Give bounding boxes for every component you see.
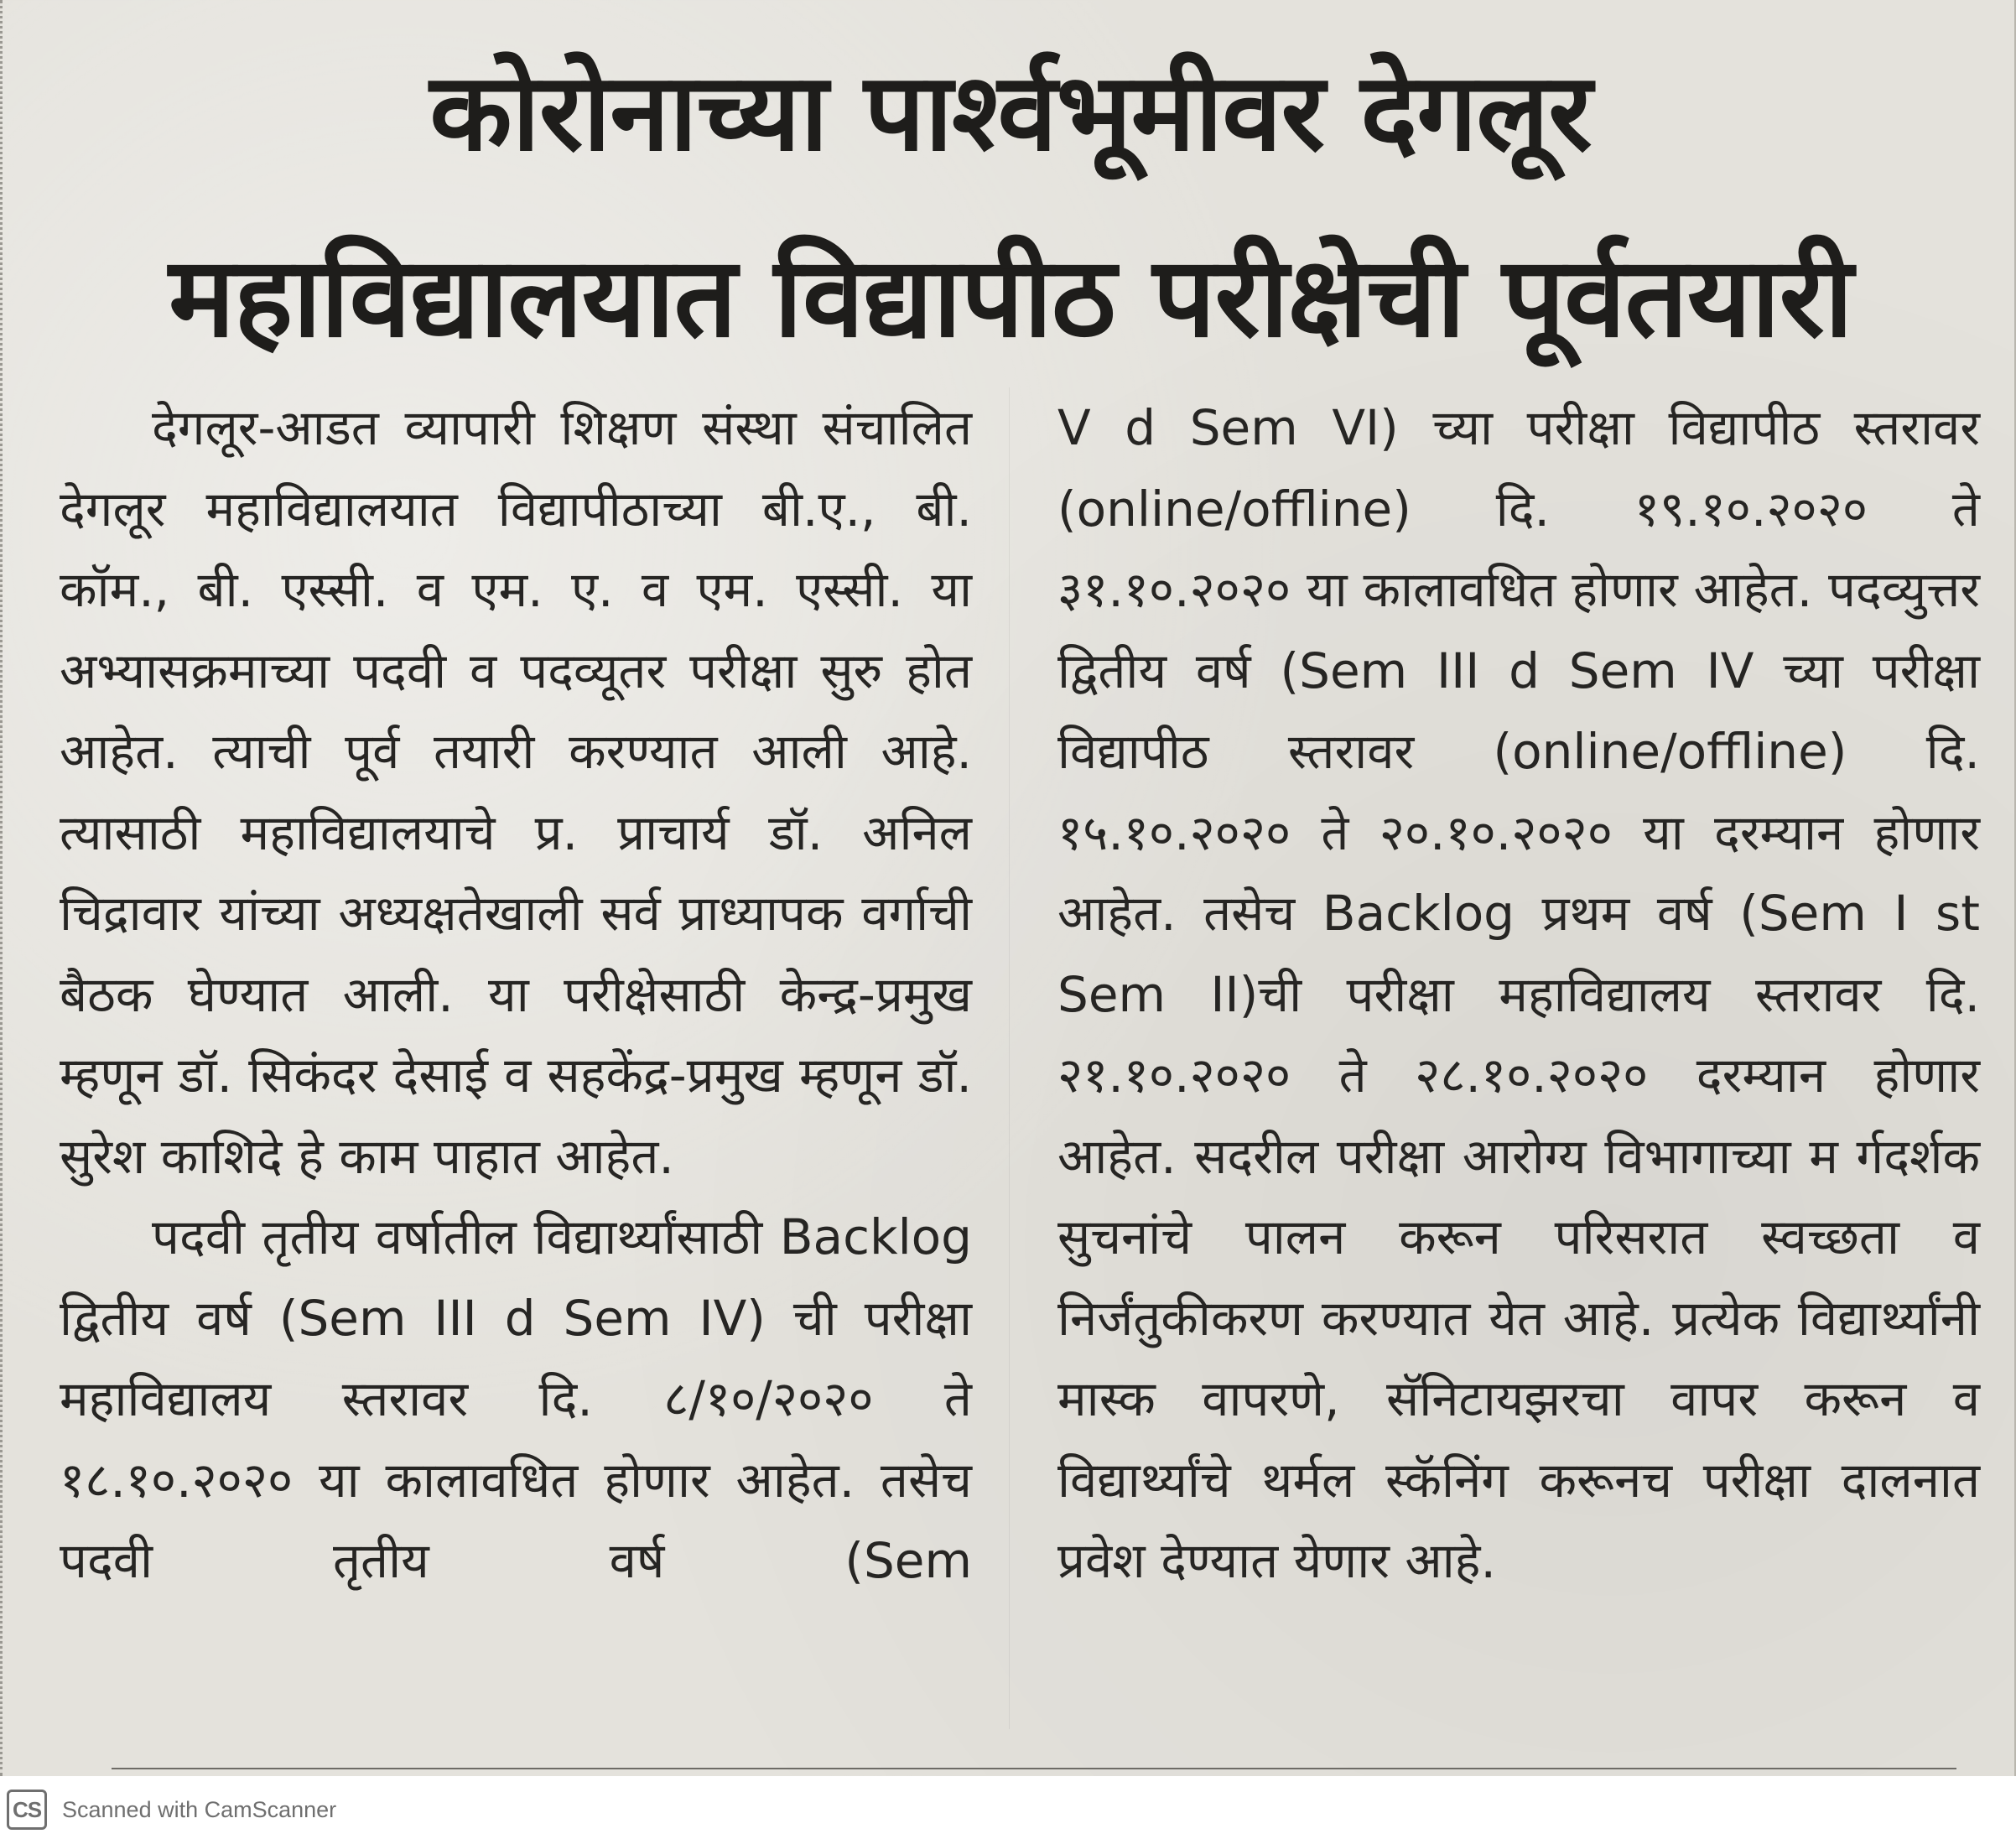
article-left-column [60,387,972,1602]
headline-line-1: कोरोनाच्या पार्श्वभूमीवर देगलूर [429,50,1592,175]
article-paragraph: देगलूर-आडत व्यापारी शिक्षण संस्था संचालित देगलूर महाविद्यालयात विद्यापीठाच्या बी.ए., बी. कॉम., बी. एस्सी. व एम. ए. व एम. एस्सी. या अभ्यासक्रमाच्या पदवी व पदव्यूतर परीक्षा सुरु होत आहेत. त्याची पूर्व तयारी करण्यात आली आहे. त्यासाठी महाविद्यालयाचे प्र. प्राचार्य डॉ. अनिल चिद्रावार यांच्या अध्यक्षतेखाली सर्व प्राध्यापक वर्गाची बैठक घेण्यात आली. या परीक्षेसाठी केन्द्र-प्रमुख म्हणून डॉ. सिकंदर देसाई व सहकेंद्र-प्रमुख म्हणून डॉ. सुरेश काशिदे हे काम पाहात आहेत. [60,399,972,1185]
article-paragraph: V d Sem VI) च्या परीक्षा विद्यापीठ स्तरावर (online/offline) दि. १९.१०.२०२० ते ३१.१०.२०२० या कालावधित होणार आहेत. पदव्युत्तर द्वितीय वर्ष (Sem III d Sem IV च्या परीक्षा विद्यापीठ स्तरावर (online/offline) दि. १५.१०.२०२० ते २०.१०.२०२० या दरम्यान होणार आहेत. तसेच Backlog प्रथम वर्ष (Sem I st Sem II)ची परीक्षा महाविद्यालय स्तरावर दि. २१.१०.२०२० ते २८.१०.२०२० दरम्यान होणार आहेत. सदरील परीक्षा आरोग्य विभागाच्या म र्गदर्शक सुचनांचे पालन करून परिसरात स्वच्छता व निर्जंतुकीकरण करण्यात येत आहे. प्रत्येक विद्यार्थ्यांनी मास्क वापरणे, सॅनिटायझरचा वापर करून व विद्यार्थ्यांचे थर्मल स्कॅनिंग करूनच परीक्षा दालनात प्रवेश देण्यात येणार आहे. [1057,399,1980,1589]
article-right-column [1057,387,1980,1602]
watermark-text: Scanned with CamScanner [62,1796,337,1822]
bottom-divider [112,1768,1956,1769]
headline-line-2: महाविद्यालयात विद्यापीठ परीक्षेची पूर्वतयारी [169,233,1852,362]
article-paragraph: पदवी तृतीय वर्षातील विद्यार्थ्यांसाठी Backlog द्वितीय वर्ष (Sem III d Sem IV) ची परीक्षा महाविद्यालय स्तरावर दि. ८/१०/२०२० ते १८.१०.२०२० या कालावधित होणार आहेत. तसेच पदवी तृतीय वर्ष (Sem [60,1208,972,1589]
camscanner-watermark [7,1790,336,1830]
camscanner-logo-icon: CS [7,1790,47,1830]
column-gutter [1009,387,1010,1729]
